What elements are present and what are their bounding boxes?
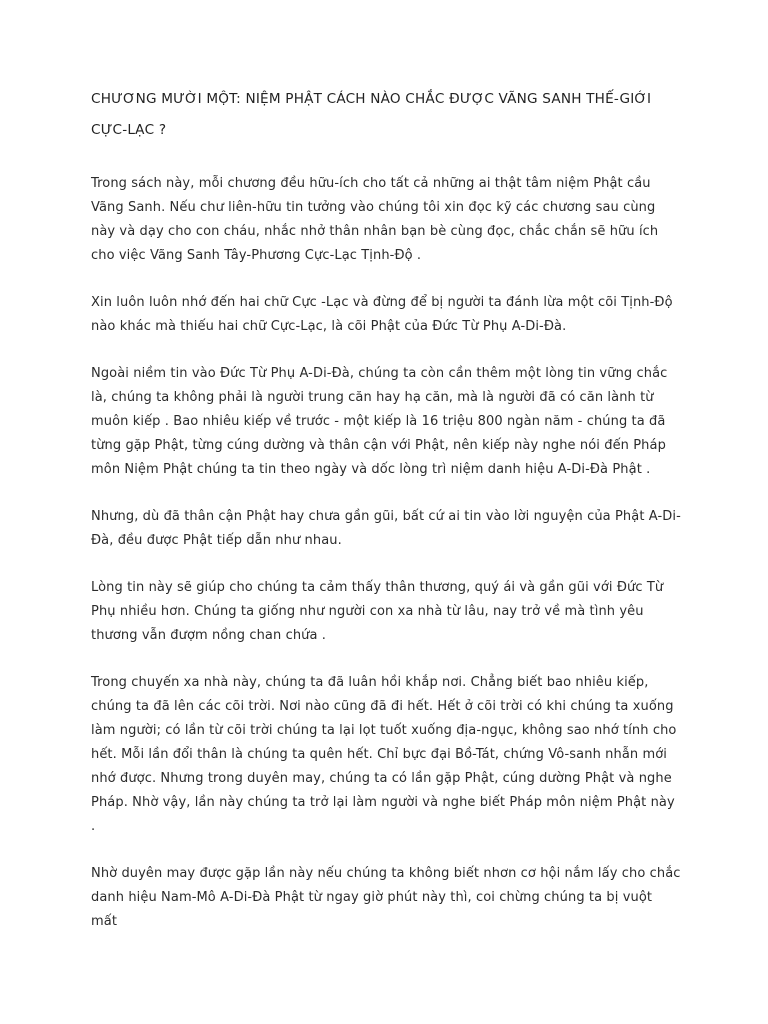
paragraph-7: Nhờ duyên may được gặp lần này nếu chúng ta không biết nhơn cơ hội nắm lấy cho chắc danh hiệu Nam-Mô A-Di-Đà Phật từ ngay giờ phút này thì, coi chừng chúng ta bị vuột mất bbox=[91, 866, 681, 929]
paragraph-5: Lòng tin này sẽ giúp cho chúng ta cảm thấy thân thương, quý ái và gần gũi với Đức Từ Phụ nhiều hơn. Chúng ta giống như người con xa nhà từ lâu, nay trở về mà tình yêu thương vẫn đượm nồng chan chứa . bbox=[91, 580, 664, 643]
paragraph-3: Ngoài niềm tin vào Đức Từ Phụ A-Di-Đà, chúng ta còn cần thêm một lòng tin vững chắc là, chúng ta không phải là người trung căn hay hạ căn, mà là người đã có căn lành từ muôn kiếp . Bao nhiêu kiếp về trước - một kiếp là 16 triệu 800 ngàn năm - chúng ta đã từng gặp Phật, từng cúng dường và thân cận với Phật, nên kiếp này nghe nói đến Pháp môn Niệm Phật chúng ta tin theo ngày và dốc lòng trì niệm danh hiệu A-Di-Đà Phật . bbox=[91, 366, 668, 477]
chapter-title: CHƯƠNG MƯỜI MỘT: NIỆM PHẬT CÁCH NÀO CHẮC ĐƯỢC VÃNG SANH THẾ-GIỚI CỰC-LẠC ? bbox=[91, 91, 652, 138]
paragraph-6: Trong chuyến xa nhà này, chúng ta đã luân hồi khắp nơi. Chẳng biết bao nhiêu kiếp, chúng ta đã lên các cõi trời. Nơi nào cũng đã đi hết. Hết ở cõi trời có khi chúng ta xuống làm người; có lần từ cõi trời chúng ta lại lọt tuốt xuống địa-ngục, không sao nhớ tính cho hết. Mỗi lần đổi thân là chúng ta quên hết. Chỉ bực đại Bồ-Tát, chứng Vô-sanh nhẫn mới nhớ được. Nhưng trong duyên may, chúng ta có lần gặp Phật, cúng dường Phật và nghe Pháp. Nhờ vậy, lần này chúng ta trở lại làm người và nghe biết Pháp môn niệm Phật này . bbox=[91, 675, 677, 834]
paragraph-4: Nhưng, dù đã thân cận Phật hay chưa gần gũi, bất cứ ai tin vào lời nguyện của Phật A-Di-Đà, đều được Phật tiếp dẫn như nhau. bbox=[91, 509, 681, 548]
paragraph-2: Xin luôn luôn nhớ đến hai chữ Cực -Lạc và đừng để bị người ta đánh lừa một cõi Tịnh-Độ nào khác mà thiếu hai chữ Cực-Lạc, là cõi Phật của Đức Từ Phụ A-Di-Đà. bbox=[91, 295, 673, 334]
paragraph-1: Trong sách này, mỗi chương đều hữu-ích cho tất cả những ai thật tâm niệm Phật cầu Vãng Sanh. Nếu chư liên-hữu tin tưởng vào chúng tôi xin đọc kỹ các chương sau cùng này và dạy cho con cháu, nhắc nhở thân nhân bạn bè cùng đọc, chắc chắn sẽ hữu ích cho việc Vãng Sanh Tây-Phương Cực-Lạc Tịnh-Độ . bbox=[91, 176, 659, 263]
document-body bbox=[91, 84, 681, 957]
